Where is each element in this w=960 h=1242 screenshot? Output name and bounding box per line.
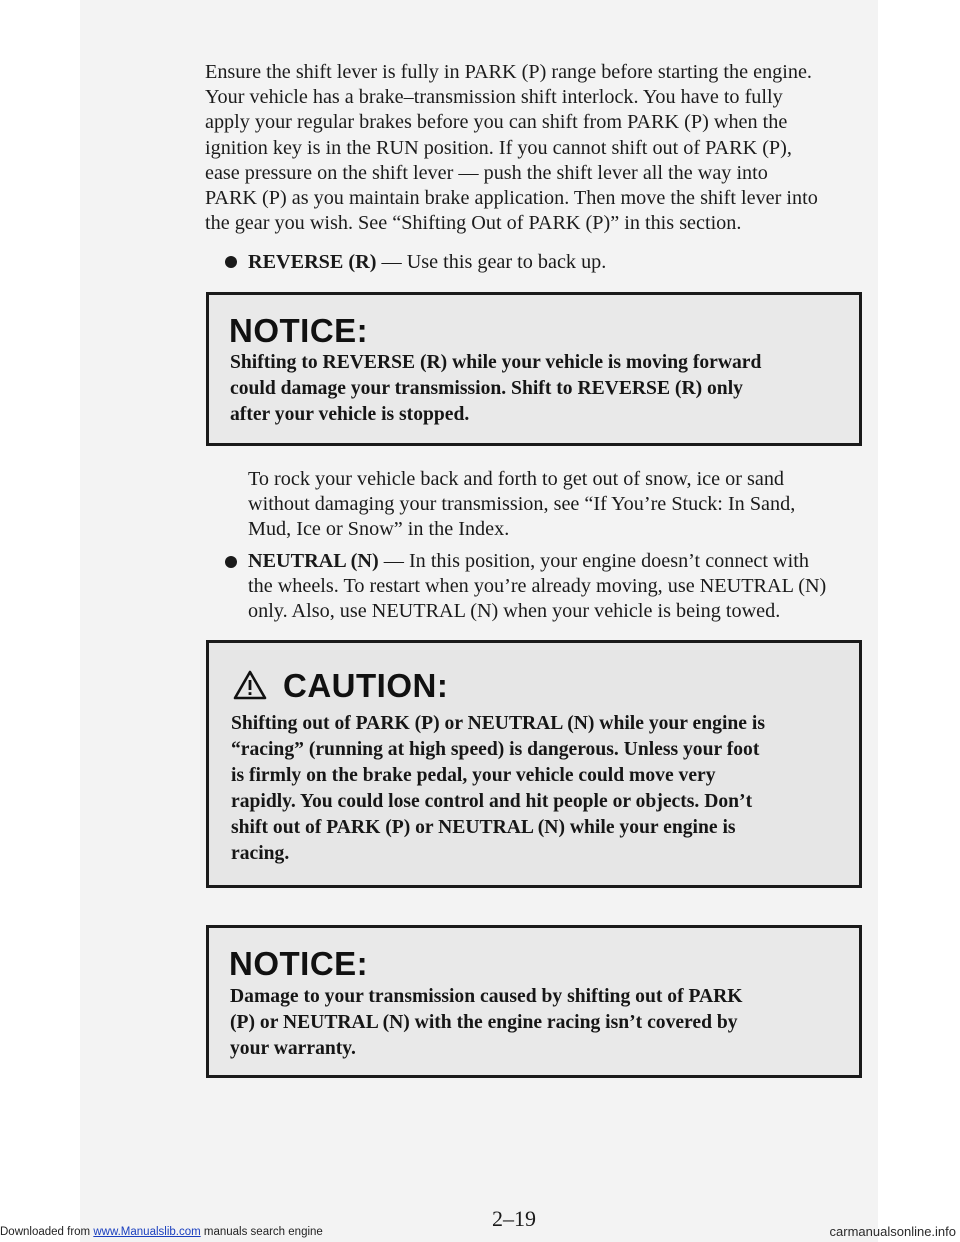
intro-line: Your vehicle has a brake–transmission shift interlock. You have to fully [205,86,783,109]
reverse-item [248,250,873,275]
bullet-icon [225,556,237,568]
neutral-item [248,549,873,625]
neutral-line: the wheels. To restart when you’re already moving, use NEUTRAL (N) [248,575,827,598]
intro-line: ignition key is in the RUN position. If you cannot shift out of PARK (P), [205,136,792,159]
neutral-line: only. Also, use NEUTRAL (N) when your vehicle is being towed. [248,600,781,623]
notice-box-reverse [206,292,862,446]
notice-line: after your vehicle is stopped. [230,404,470,425]
watermark-text: carmanualsonline.info [829,1224,956,1239]
warning-triangle-icon [233,670,267,708]
caution-line: racing. [231,843,290,864]
intro-line: the gear you wish. See “Shifting Out of PARK (P)” in this section. [205,212,742,235]
notice-text [230,350,830,428]
rock-line: Mud, Ice or Snow” in the Index. [248,518,510,541]
bullet-icon [225,256,237,268]
caution-line: “racing” (running at high speed) is dangerous. Unless your foot [231,739,760,760]
reverse-text: — Use this gear to back up. [376,251,607,273]
intro-line: Ensure the shift lever is fully in PARK (P) range before starting the engine. [205,61,812,83]
notice-line: (P) or NEUTRAL (N) with the engine racing isn’t covered by [230,1012,738,1033]
reverse-term: REVERSE (R) [248,251,377,273]
caution-box [206,640,862,888]
rock-line: without damaging your transmission, see “If You’re Stuck: In Sand, [248,493,796,516]
intro-line: apply your regular brakes before you can shift from PARK (P) when the [205,111,788,134]
notice-line: Damage to your transmission caused by shifting out of PARK [230,986,743,1007]
notice-title: NOTICE: [229,945,369,982]
caution-title: CAUTION: [283,667,449,704]
footer-prefix: Downloaded from [0,1226,94,1238]
intro-paragraph [205,60,865,236]
rock-line: To rock your vehicle back and forth to get out of snow, ice or sand [248,468,785,490]
caution-line: shift out of PARK (P) or NEUTRAL (N) while your engine is [231,817,736,838]
neutral-text: — In this position, your engine doesn’t connect with [378,550,809,572]
notice-box-warranty [206,925,862,1078]
notice-line: could damage your transmission. Shift to REVERSE (R) only [230,378,743,399]
notice-text [230,984,830,1062]
caution-heading [233,667,448,708]
caution-text [231,711,851,867]
intro-line: ease pressure on the shift lever — push the shift lever all the way into [205,161,768,184]
download-footer [0,1226,323,1238]
page-number: 2–19 [492,1206,536,1231]
notice-line: Shifting to REVERSE (R) while your vehicle is moving forward [230,352,762,373]
notice-title: NOTICE: [229,312,369,349]
rock-paragraph [248,467,873,543]
caution-line: Shifting out of PARK (P) or NEUTRAL (N) while your engine is [231,713,765,734]
footer-suffix: manuals search engine [200,1226,323,1238]
intro-line: PARK (P) as you maintain brake application. Then move the shift lever into [205,187,818,210]
notice-line: your warranty. [230,1038,356,1059]
manualslib-link[interactable]: www.Manualslib.com [93,1226,201,1238]
caution-line: is firmly on the brake pedal, your vehicle could move very [231,765,716,786]
neutral-term: NEUTRAL (N) [248,550,379,572]
caution-line: rapidly. You could lose control and hit people or objects. Don’t [231,791,753,812]
